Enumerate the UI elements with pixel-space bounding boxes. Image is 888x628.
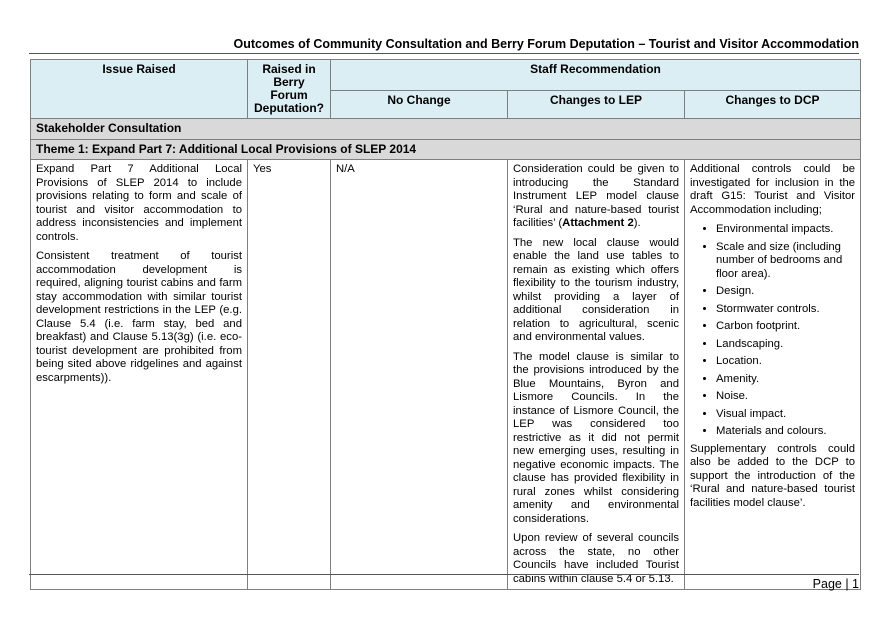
issue-raised-cell [31,160,248,590]
changes-to-lep-cell [508,160,685,590]
raised-in-deputation-cell [248,160,331,590]
list-item: • Noise. [716,390,855,404]
table-row [31,160,861,590]
list-item: • Stormwater controls. [716,303,855,317]
header-divider [29,53,859,54]
consultation-table [30,59,861,590]
dcp-bullet-list [690,223,855,439]
no-change-value: N/A [336,163,355,175]
issue-paragraph: Expand Part 7 Additional Local Provisions of SLEP 2014 to include provisions relating to form and scale of tourist and visitor accommodation to address inconsistencies and implement controls. [36,163,242,243]
dcp-outro: Supplementary controls could also be added to the DCP to support the introduction of the ‘Rural and nature-based tourist facilities model clause’. [690,442,856,509]
lep-text: ). [633,217,641,229]
column-header-issue-raised: Issue Raised [31,60,248,119]
footer-divider [29,574,859,575]
lep-text: Consideration could be given to introducing the Standard Instrument LEP model clause ‘Rural and nature-based tourist facilities’ ( [513,163,679,229]
section-row-stakeholder-consultation: Stakeholder Consultation [31,119,861,140]
column-header-staff-recommendation: Staff Recommendation [331,60,861,91]
list-item: • Design. [716,285,855,299]
column-header-no-change: No Change [331,90,508,118]
raised-value: Yes [253,163,272,175]
lep-paragraph: The new local clause would enable the land use tables to remain as existing which offers flexibility to the tourism industry, whilst providing a layer of additional consideration in relation to agricultural, scenic and environmental values. [513,236,679,343]
list-item: • Amenity. [716,373,855,387]
dcp-intro: Additional controls could be investigated for inclusion in the draft G15: Tourist and Visitor Accommodation including; [690,163,856,216]
list-item: • Landscaping. [716,338,855,352]
lep-paragraph [513,163,679,231]
list-item: • Scale and size (including number of bedrooms and floor area). [716,241,855,282]
column-header-changes-to-dcp: Changes to DCP [685,90,861,118]
lep-paragraph: The model clause is similar to the provisions introduced by the Blue Mountains, Byron and Lismore Councils. In the instance of Lismore Council, the LEP was considered too restrictive as it did not permit new emerging uses, resulting in negative economic impacts. The clause has provided flexibility in rural zones whilst considering amenity and environmental considerations. [513,350,679,525]
column-header-changes-to-lep: Changes to LEP [508,90,685,118]
theme-row: Theme 1: Expand Part 7: Additional Local Provisions of SLEP 2014 [31,139,861,160]
list-item: • Visual impact. [716,408,855,422]
document-header-title: Outcomes of Community Consultation and Berry Forum Deputation – Tourist and Visitor Accommodation [233,37,859,51]
page-number: Page | 1 [812,577,859,591]
list-item: • Materials and colours. [716,425,855,439]
list-item: • Carbon footprint. [716,320,855,334]
column-header-raised-in-deputation: Raised in Berry Forum Deputation? [248,60,331,119]
attachment-reference: Attachment 2 [562,217,634,229]
lep-paragraph: Upon review of several councils across the state, no other Councils have included Tourist cabins within clause 5.4 or 5.13. [513,532,679,585]
list-item: • Environmental impacts. [716,223,855,237]
changes-to-dcp-cell [685,160,861,590]
no-change-cell [331,160,508,590]
issue-paragraph: Consistent treatment of tourist accommodation development is required, aligning tourist cabins and farm stay accommodation with similar tourist development restrictions in the LEP (e.g. Clause 5.4 (i.e. farm stay, bed and breakfast) and Clause 5.13(3g) (i.e. eco-tourist development are prohibited from being sited above ridgelines and against escarpments)). [36,250,242,384]
list-item: • Location. [716,355,855,369]
